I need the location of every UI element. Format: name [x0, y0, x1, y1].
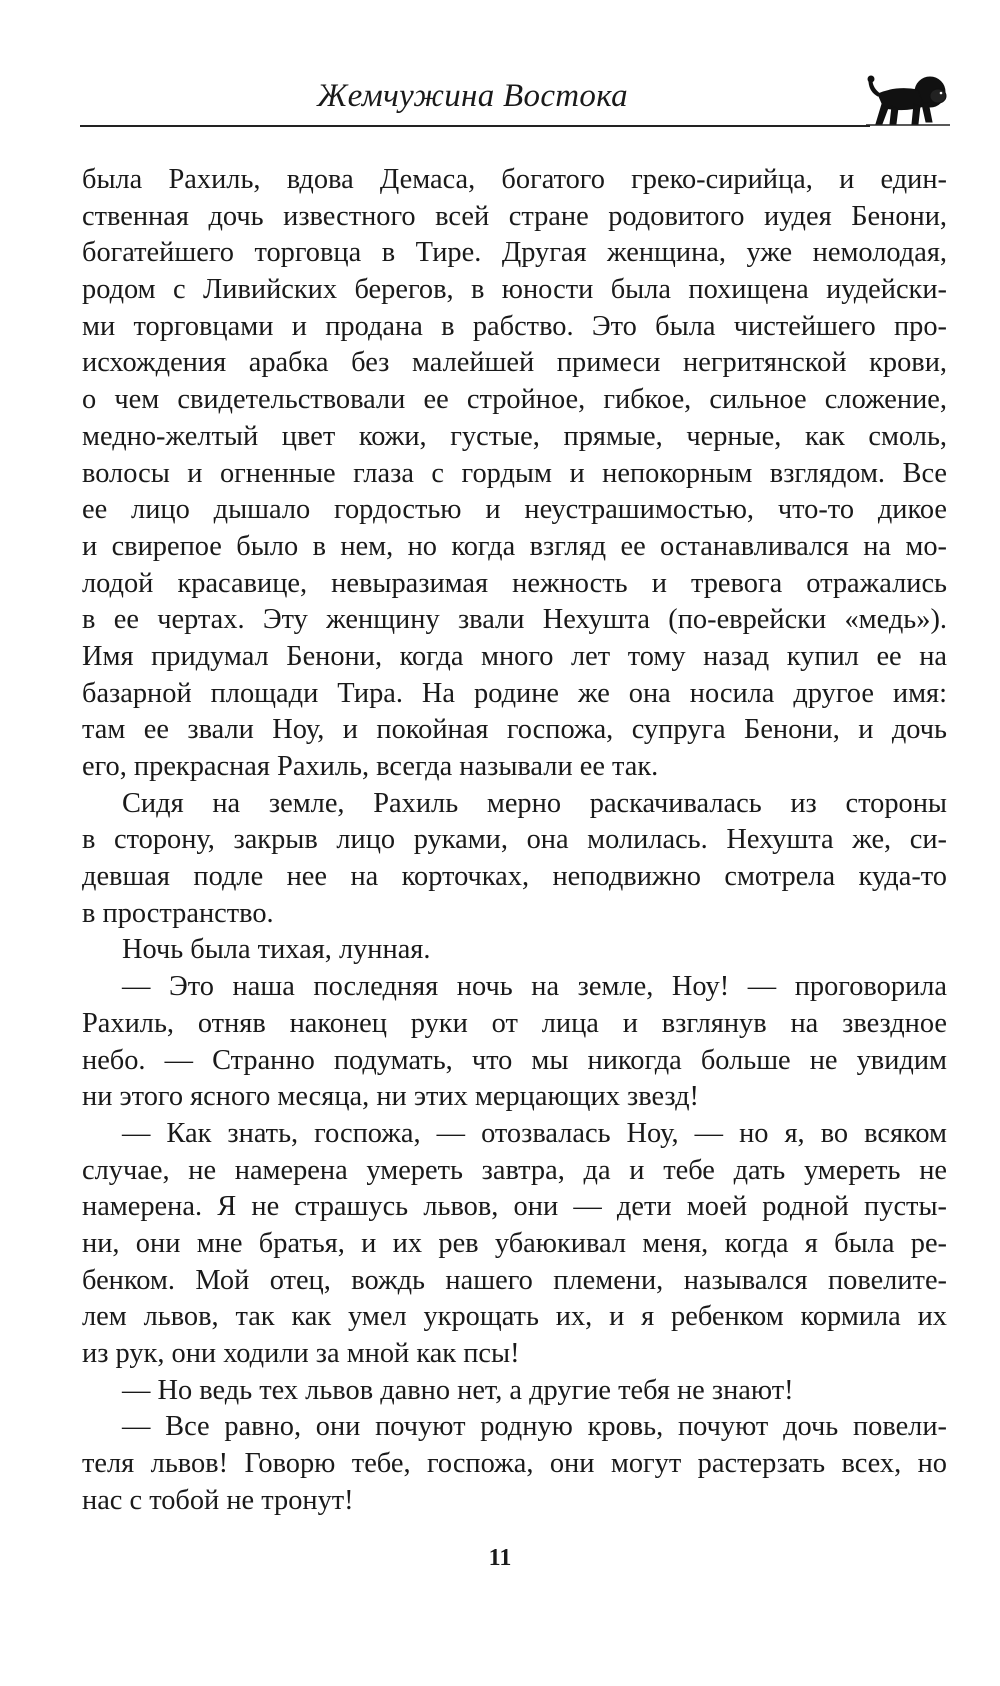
text-line: Ночь была тихая, лунная.	[122, 934, 431, 966]
text-line: Рахиль, отняв наконец руки от лица и взглянув на звездное	[82, 1007, 947, 1039]
text-line: ственная дочь известного всей стране родовитого иудея Бенони,	[82, 200, 947, 232]
running-title: Жемчужина Востока	[317, 78, 628, 114]
text-line: Имя придумал Бенони, когда много лет тому назад купил ее на	[82, 640, 947, 672]
text-line: богатейшего торговца в Тире. Другая женщина, уже немолодая,	[82, 237, 947, 269]
text-line: базарной площади Тира. На родине же она носила другое имя:	[82, 677, 947, 709]
text-line: в ее чертах. Эту женщину звали Нехушта (по-еврейски «медь»).	[82, 604, 947, 636]
running-header	[80, 68, 950, 132]
page-number: 11	[488, 1545, 512, 1571]
text-line: Сидя на земле, Рахиль мерно раскачивалась из стороны	[122, 787, 947, 819]
text-line: в пространство.	[82, 897, 274, 929]
text-line: лем львов, так как умел укрощать их, и я ребенком кормила их	[82, 1301, 947, 1333]
body-text	[82, 162, 947, 1519]
text-line: ми торговцами и продана в рабство. Это была чистейшего про-	[82, 310, 947, 342]
text-line: намерена. Я не страшусь львов, они — дети моей родной пусты-	[82, 1191, 947, 1223]
text-line: в сторону, закрыв лицо руками, она молилась. Нехушта же, си-	[82, 824, 947, 856]
text-line: небо. — Странно подумать, что мы никогда больше не увидим	[82, 1044, 947, 1076]
text-line: бенком. Мой отец, вождь нашего племени, назывался повелите-	[82, 1264, 947, 1296]
text-line: девшая подле нее на корточках, неподвижно смотрела куда-то	[82, 861, 947, 893]
text-line: нас с тобой не тронут!	[82, 1484, 354, 1516]
text-line: — Но ведь тех львов давно нет, а другие тебя не знают!	[122, 1374, 794, 1406]
header-rule	[80, 125, 870, 127]
text-line: там ее звали Ноу, и покойная госпожа, супруга Бенони, и дочь	[82, 714, 947, 746]
text-line: исхождения арабка без малейшей примеси негритянской крови,	[82, 347, 947, 379]
text-line: — Это наша последняя ночь на земле, Ноу! — проговорила	[122, 971, 947, 1003]
text-line: — Все равно, они почуют родную кровь, почуют дочь повели-	[122, 1411, 947, 1443]
text-line: из рук, они ходили за мной как псы!	[82, 1338, 520, 1369]
text-line: родом с Ливийских берегов, в юности была похищена иудейски-	[82, 274, 947, 306]
lion-icon	[866, 72, 950, 128]
text-line: случае, не намерена умереть завтра, да и тебе дать умереть не	[82, 1154, 947, 1186]
text-line: его, прекрасная Рахиль, всегда называли ее так.	[82, 751, 659, 782]
text-line: и свирепое было в нем, но когда взгляд ее останавливался на мо-	[82, 530, 947, 562]
text-line: медно-желтый цвет кожи, густые, прямые, черные, как смоль,	[82, 420, 947, 452]
text-line: была Рахиль, вдова Демаса, богатого греко-сирийца, и един-	[82, 164, 947, 195]
text-line: ни этого ясного месяца, ни этих мерцающих звезд!	[82, 1081, 700, 1113]
text-line: ни, они мне братья, и их рев убаюкивал меня, когда я была ре-	[82, 1227, 947, 1259]
text-line: лодой красавице, невыразимая нежность и тревога отражались	[82, 567, 947, 599]
text-line: о чем свидетельствовали ее стройное, гибкое, сильное сложение,	[82, 384, 947, 416]
text-line: теля львов! Говорю тебе, госпожа, они могут растерзать всех, но	[82, 1448, 947, 1480]
text-line: — Как знать, госпожа, — отозвалась Ноу, — но я, во всяком	[122, 1117, 947, 1149]
text-line: волосы и огненные глаза с гордым и непокорным взглядом. Все	[82, 457, 947, 489]
text-line: ее лицо дышало гордостью и неустрашимостью, что-то дикое	[82, 494, 947, 526]
